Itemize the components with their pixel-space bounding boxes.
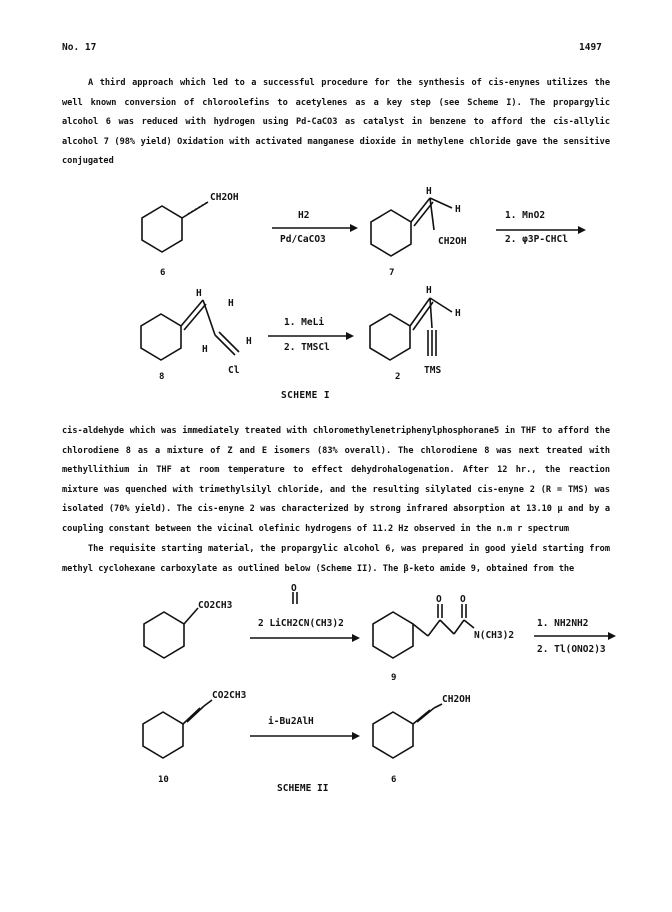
cyclohexane-ring	[373, 612, 413, 658]
c2-h-top: H	[426, 285, 432, 296]
arrow2-step2: 2. Tl(ONO2)3	[537, 644, 606, 655]
paragraph-3: The requisite starting material, the propargylic alcohol 6, was prepared in good yield starting from methyl cyclohexane carboxylate as outlined below (Scheme II). The β-keto amide 9, obtained from the	[62, 544, 610, 574]
c8-h3: H	[246, 336, 252, 347]
paragraph-1: A third approach which led to a successful procedure for the synthesis of cis-enynes utilizes the well known conversion of chloroolefins to acetylenes as a key step (see Scheme I). The propargylic alcohol 6 was reduced with hydrogen using Pd-CaCO3 as catalyst in benzene to afford the cis-allylic alcohol 7 (98% yield) Oxidation with activated manganese dioxide in methylene chloride gave the sensitive conjugated	[62, 78, 610, 167]
cyclohexane-ring	[143, 712, 183, 758]
c2-h-right: H	[455, 308, 461, 319]
arrow1-reagent: 2 LiCH2CN(CH3)2	[258, 618, 344, 629]
c7-h-top: H	[426, 186, 432, 197]
arrow1-carbonyl-o: O	[291, 584, 297, 594]
c8-h2: H	[228, 298, 234, 309]
arrow3-step1: 1. MeLi	[284, 317, 325, 328]
c6-alcohol: CH2OH	[442, 694, 471, 705]
arrow3-step2: 2. TMSCl	[284, 342, 330, 353]
c10-ester: CO2CH3	[212, 690, 247, 701]
arrow1-reagent: H2	[298, 210, 310, 221]
c10-label: 10	[158, 775, 169, 785]
c6-substituent: CH2OH	[210, 192, 239, 203]
c2-tms: TMS	[424, 365, 442, 376]
c2-label: 2	[395, 372, 401, 382]
cyclohexane-ring	[144, 612, 184, 658]
cyclohexane-ring	[142, 206, 182, 252]
cyclohexane-ring	[141, 314, 181, 360]
paragraph-2: cis-aldehyde which was immediately treated with chloromethylenetriphenylphosphorane5 in THF to afford the chlorodiene 8 as a mixture of Z and E isomers (83% overall). The chlorodiene 8 was next treated with methyllithium in THF at room temperature to effect dehydrohalogenation. After 12 hr., the reaction mixture was quenched with trimethylsilyl chloride, and the resulting silylated cis-enyne 2 (R = TMS) was isolated (70% yield). The cis-enyne 2 was characterized by strong infrared absorption at 13.10 µ and by a coupling constant between the vicinal olefinic hydrogens of 11.2 Hz observed in the n.m r spectrum	[62, 426, 610, 534]
c8-label: 8	[159, 372, 165, 382]
scheme-1-diagram	[0, 180, 672, 410]
c8-h1: H	[196, 288, 202, 299]
c9-label: 9	[391, 673, 397, 683]
c7-substituent: CH2OH	[438, 236, 467, 247]
page-number: 1497	[579, 42, 602, 53]
c6-label: 6	[160, 268, 166, 278]
arrow2-step2: 2. φ3P-CHCl	[505, 234, 568, 245]
c8-h4: H	[202, 344, 208, 355]
arrow1-catalyst: Pd/CaCO3	[280, 234, 326, 245]
start-ester: CO2CH3	[198, 600, 233, 611]
arrow2-step1: 1. NH2NH2	[537, 618, 589, 629]
c7-h-right: H	[455, 204, 461, 215]
c9-dimethylamide: N(CH3)2	[474, 630, 515, 641]
arrow3-reagent: i-Bu2AlH	[268, 716, 314, 727]
cyclohexane-ring	[370, 314, 410, 360]
c6-label-2: 6	[391, 775, 397, 785]
c9-ketone-o: O	[436, 594, 442, 605]
running-header: No. 17	[62, 42, 97, 53]
scheme-1-caption: SCHEME I	[281, 390, 330, 401]
cyclohexane-ring	[373, 712, 413, 758]
arrow2-step1: 1. MnO2	[505, 210, 546, 221]
c7-label: 7	[389, 268, 395, 278]
c8-chloro: Cl	[228, 365, 240, 376]
cyclohexane-ring	[371, 210, 411, 256]
c9-amide-o: O	[460, 594, 466, 605]
scheme-2-diagram	[0, 584, 672, 794]
scheme-2-caption: SCHEME II	[277, 783, 329, 794]
